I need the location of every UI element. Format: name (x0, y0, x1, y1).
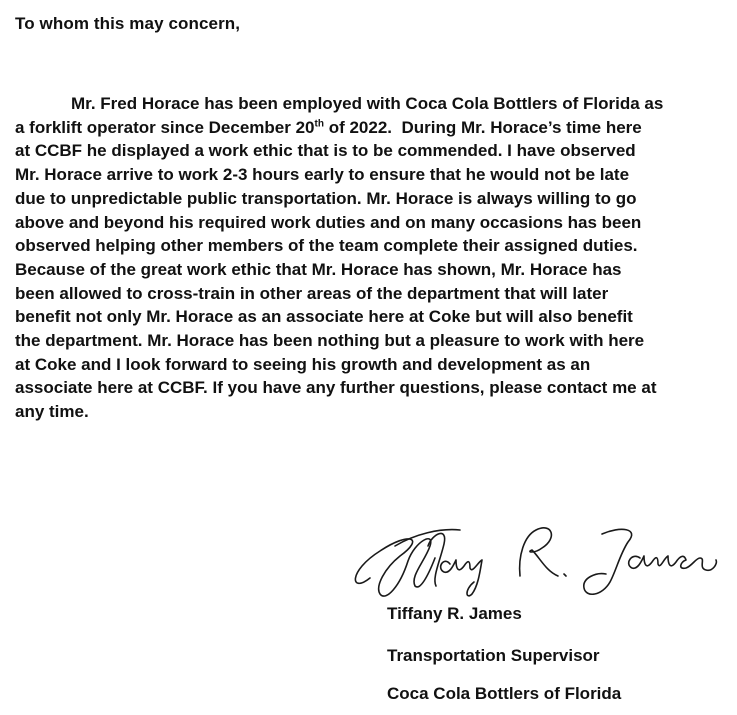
body-line: associate here at CCBF. If you have any further questions, please contact me at (15, 378, 657, 398)
body-line: Mr. Horace arrive to work 2-3 hours early to ensure that he would not be late (15, 165, 630, 185)
body-line: at Coke and I look forward to seeing his growth and development as an (15, 354, 591, 374)
salutation: To whom this may concern, (15, 14, 241, 33)
body-line-part: a forklift operator since December 20 (15, 117, 315, 137)
body-line: Mr. Fred Horace has been employed with Coca Cola Bottlers of Florida as (71, 94, 664, 113)
letter-body (15, 92, 727, 424)
signer-name: Tiffany R. James (387, 604, 522, 623)
body-line: above and beyond his required work duties and on many occasions has been (15, 212, 642, 232)
body-line: the department. Mr. Horace has been nothing but a pleasure to work with here (15, 331, 645, 351)
ordinal-suffix: th (314, 118, 324, 130)
signer-title: Transportation Supervisor (387, 646, 600, 665)
signer-organization: Coca Cola Bottlers of Florida (387, 684, 622, 703)
handwritten-signature (340, 516, 730, 606)
body-line: at CCBF he displayed a work ethic that is to be commended. I have observed (15, 141, 636, 161)
body-line: due to unpredictable public transportation. Mr. Horace is always willing to go (15, 188, 637, 208)
body-line: observed helping other members of the team complete their assigned duties. (15, 236, 638, 256)
body-line: benefit not only Mr. Horace as an associate here at Coke but will also benefit (15, 307, 633, 327)
body-line: been allowed to cross-train in other areas of the department that will later (15, 283, 609, 303)
body-line: Because of the great work ethic that Mr. Horace has shown, Mr. Horace has (15, 259, 622, 279)
body-line-part: of 2022. During Mr. Horace’s time here (323, 117, 642, 137)
body-line (15, 116, 727, 140)
body-line: any time. (15, 402, 89, 422)
